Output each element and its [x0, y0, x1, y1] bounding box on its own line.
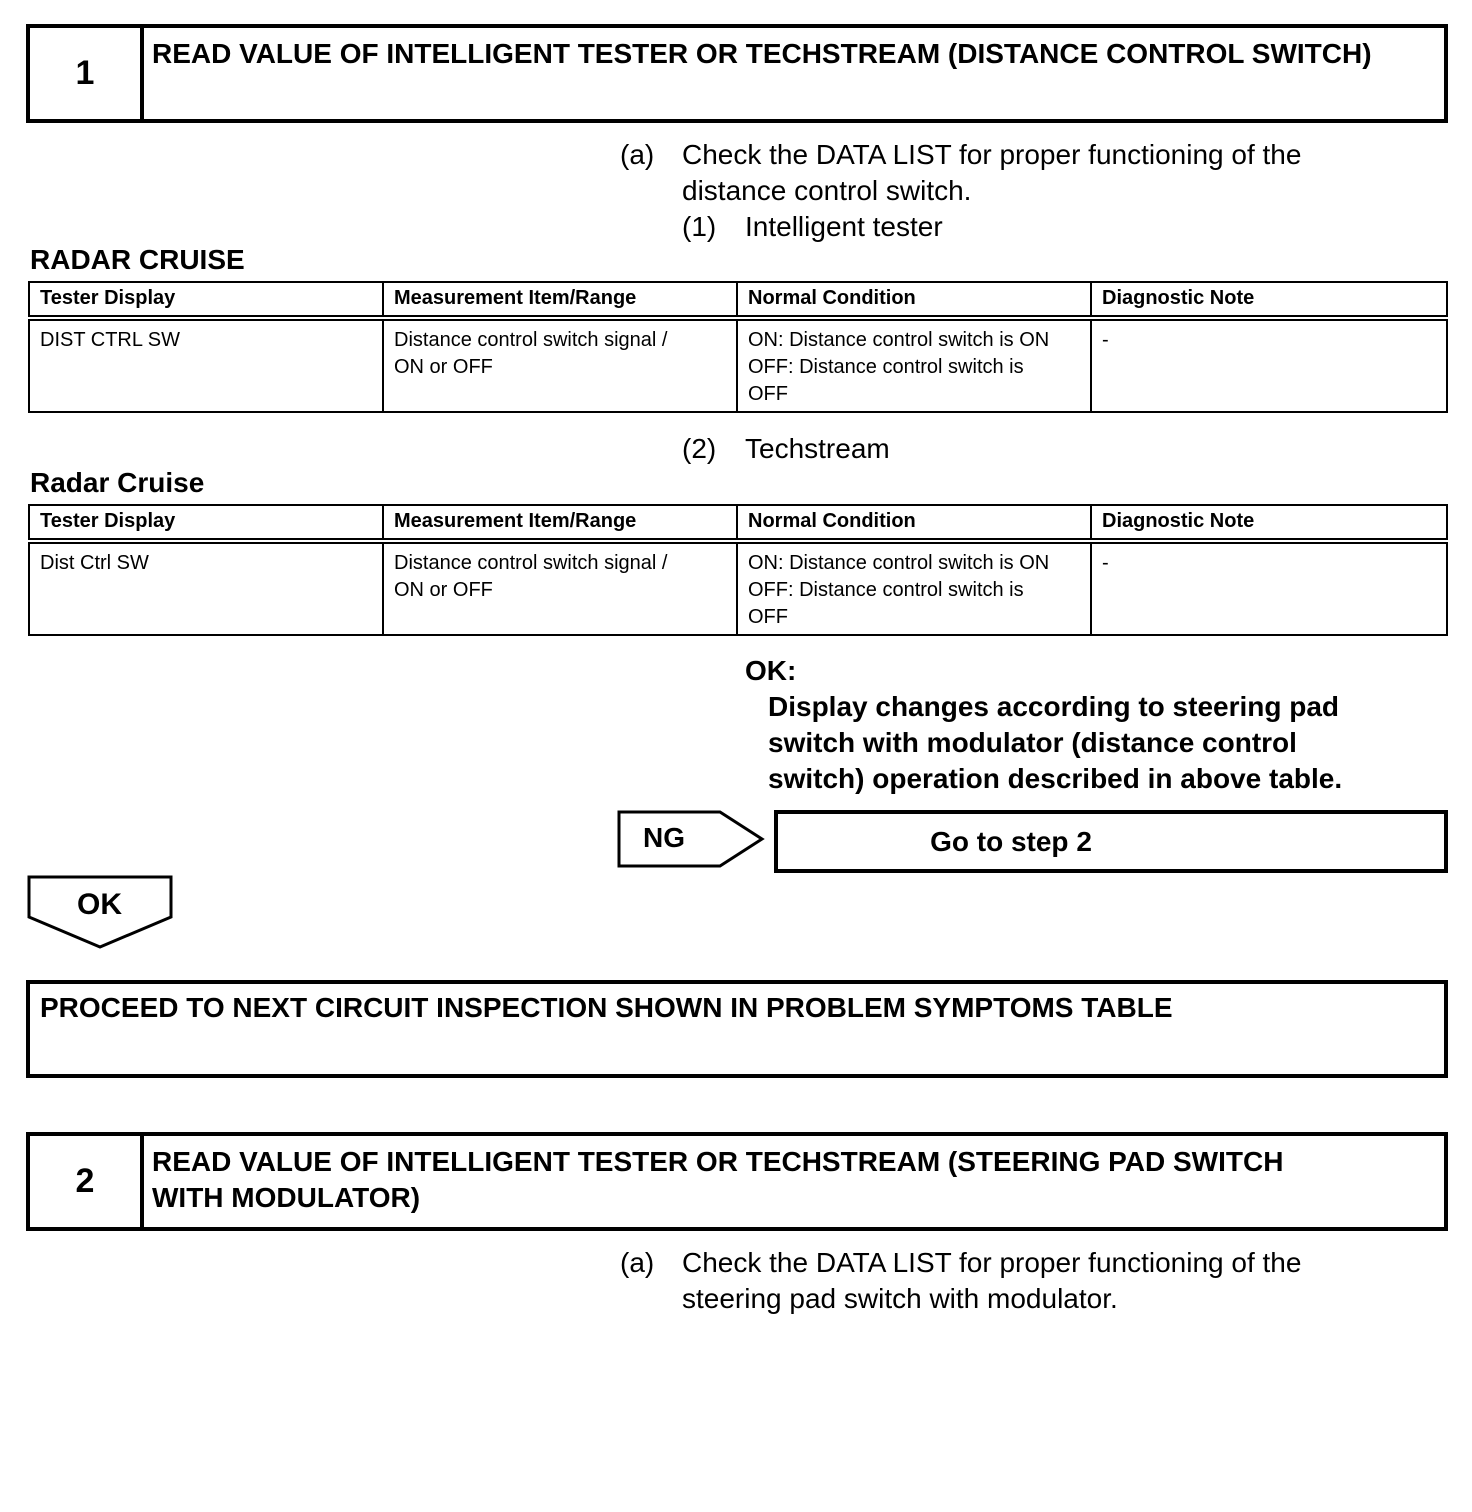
step-2-header: [26, 1132, 1448, 1231]
cell-diagnostic-note: -: [1091, 541, 1447, 635]
ng-arrow-icon: [616, 809, 768, 869]
cell-normal-condition: [737, 541, 1091, 635]
data-list-table-techstream: [28, 504, 1448, 636]
cell-normal-line1: ON: Distance control switch is ON: [748, 552, 1050, 574]
cell-normal-line2: OFF: Distance control switch is: [748, 579, 1024, 601]
data-list-table-intelligent-tester: [28, 281, 1448, 413]
step-1-number: 1: [30, 28, 144, 119]
cell-normal-line3: OFF: [748, 606, 788, 628]
cell-measurement-line2: ON or OFF: [394, 579, 493, 601]
ng-label: NG: [643, 822, 685, 853]
cell-diagnostic-note: -: [1091, 318, 1447, 412]
ok-label: OK: [77, 888, 122, 921]
table-header-row: [29, 282, 1447, 318]
step-2-instr-a-line1: Check the DATA LIST for proper functioning of the: [682, 1247, 1302, 1278]
step-1-sub2-marker: (2): [682, 433, 717, 464]
cell-measurement-line1: Distance control switch signal /: [394, 329, 668, 351]
cell-tester-display: Dist Ctrl SW: [29, 541, 383, 635]
cell-measurement-line1: Distance control switch signal /: [394, 552, 668, 574]
step-1-instr-a-marker: (a): [620, 139, 655, 170]
table-1-title: RADAR CRUISE: [30, 244, 245, 275]
go-to-step-2-box[interactable]: Go to step 2: [774, 810, 1448, 873]
header-normal-condition: Normal Condition: [737, 282, 1091, 318]
step-1-header: [26, 24, 1448, 123]
cell-normal-line2: OFF: Distance control switch is: [748, 356, 1024, 378]
header-tester-display: Tester Display: [29, 282, 383, 318]
step-1-instr-a-line2: distance control switch.: [682, 175, 972, 206]
table-2-title: Radar Cruise: [30, 467, 205, 498]
cell-normal-line1: ON: Distance control switch is ON: [748, 329, 1050, 351]
proceed-box: PROCEED TO NEXT CIRCUIT INSPECTION SHOWN IN PROBLEM SYMPTOMS TABLE: [26, 980, 1448, 1078]
step-1-sub2-text: Techstream: [745, 433, 890, 464]
step-2-instr-a-line2: steering pad switch with modulator.: [682, 1283, 1118, 1314]
ok-criteria-line2: switch with modulator (distance control: [768, 727, 1297, 758]
step-2-number: 2: [30, 1136, 144, 1227]
step-2-title-line2: WITH MODULATOR): [152, 1182, 421, 1213]
step-2-title: [152, 1144, 1404, 1216]
table-row: [29, 318, 1447, 412]
cell-normal-condition: [737, 318, 1091, 412]
table-header-row: [29, 505, 1447, 541]
header-tester-display: Tester Display: [29, 505, 383, 541]
ok-criteria-line1: Display changes according to steering pad: [768, 691, 1340, 722]
table-row: [29, 541, 1447, 635]
cell-measurement: [383, 318, 737, 412]
header-diagnostic-note: Diagnostic Note: [1091, 505, 1447, 541]
step-1-sub1-text: Intelligent tester: [745, 211, 943, 242]
step-1-title: READ VALUE OF INTELLIGENT TESTER OR TECHSTREAM (DISTANCE CONTROL SWITCH): [152, 38, 1372, 69]
step-2-title-line1: READ VALUE OF INTELLIGENT TESTER OR TECHSTREAM (STEERING PAD SWITCH: [152, 1146, 1284, 1177]
cell-measurement: [383, 541, 737, 635]
cell-tester-display: DIST CTRL SW: [29, 318, 383, 412]
ok-criteria-label: OK:: [745, 655, 797, 686]
step-2-instr-a-marker: (a): [620, 1247, 655, 1278]
header-diagnostic-note: Diagnostic Note: [1091, 282, 1447, 318]
header-measurement: Measurement Item/Range: [383, 505, 737, 541]
header-normal-condition: Normal Condition: [737, 505, 1091, 541]
step-1-instr-a-line1: Check the DATA LIST for proper functioning of the: [682, 139, 1302, 170]
step-1-sub1-marker: (1): [682, 211, 717, 242]
cell-measurement-line2: ON or OFF: [394, 356, 493, 378]
cell-normal-line3: OFF: [748, 383, 788, 405]
header-measurement: Measurement Item/Range: [383, 282, 737, 318]
ok-criteria-line3: switch) operation described in above table.: [768, 763, 1343, 794]
